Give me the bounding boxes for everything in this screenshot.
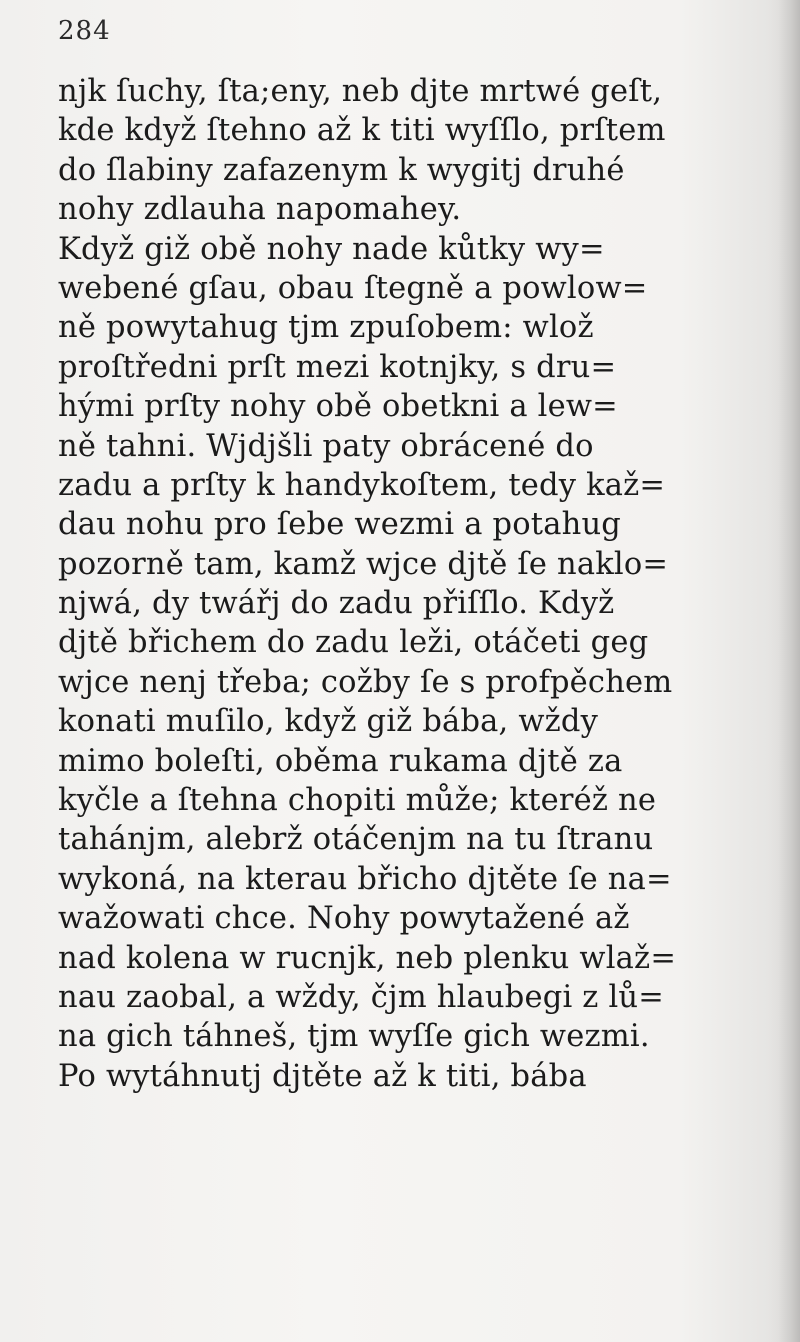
text-line: kde když ſtehno až k titi wyſſlo, prſtem (58, 113, 666, 149)
text-line: djtě břichem do zadu leži, otáčeti geg (58, 625, 649, 661)
text-line: nau zaobal, a wždy, čjm hlaubegi z lů= (58, 979, 665, 1015)
text-line: nad kolena w rucnjk, neb plenku wlaž= (58, 940, 677, 976)
page-edge-shadow (778, 0, 800, 1342)
text-line: na gich táhneš, tjm wyſſe gich wezmi. (58, 1019, 650, 1055)
text-line: wjce nenj třeba; cožby ſe s profpěchem (58, 664, 673, 700)
page-number: 284 (58, 16, 111, 46)
text-line: Po wytáhnutj djtěte až k titi, bába (58, 1058, 587, 1094)
text-line: wažowati chce. Nohy powytažené až (58, 901, 630, 937)
text-line: hými prſty nohy obě obetkni a lew= (58, 389, 618, 425)
text-line: nohy zdlauha napomahey. (58, 192, 462, 228)
text-line: wykoná, na kterau břicho djtěte ſe na= (58, 861, 672, 897)
text-line: Když giž obě nohy nade kůtky wy= (58, 231, 605, 267)
text-line: pozorně tam, kamž wjce djtě ſe naklo= (58, 546, 669, 582)
text-line: do ſlabiny zafazenym k wygitj druhé (58, 152, 625, 188)
text-line: proſtředni prſt mezi kotnjky, s dru= (58, 349, 617, 385)
text-line: dau nohu pro ſebe wezmi a potahug (58, 507, 622, 543)
text-line: webené gſau, obau ſtegně a powlow= (58, 270, 648, 306)
text-line: zadu a prſty k handykoſtem, tedy kaž= (58, 467, 666, 503)
text-line: njk ſuchy, ſta;eny, neb djte mrtwé geſt, (58, 74, 663, 109)
text-line: kyčle a ſtehna chopiti může; kteréž ne (58, 783, 657, 819)
text-line: tahánjm, alebrž otáčenjm na tu ſtranu (58, 822, 654, 858)
text-line: ně tahni. Wjdjšli paty obrácené do (58, 428, 594, 464)
text-line: konati muſilo, když giž bába, wždy (58, 704, 599, 740)
text-line: mimo boleſti, oběma rukama djtě za (58, 743, 623, 779)
text-line: njwá, dy twářj do zadu přiſſlo. Když (58, 586, 615, 622)
body-text (58, 72, 778, 1096)
text-line: ně powytahug tjm zpuſobem: wlož (58, 310, 594, 346)
